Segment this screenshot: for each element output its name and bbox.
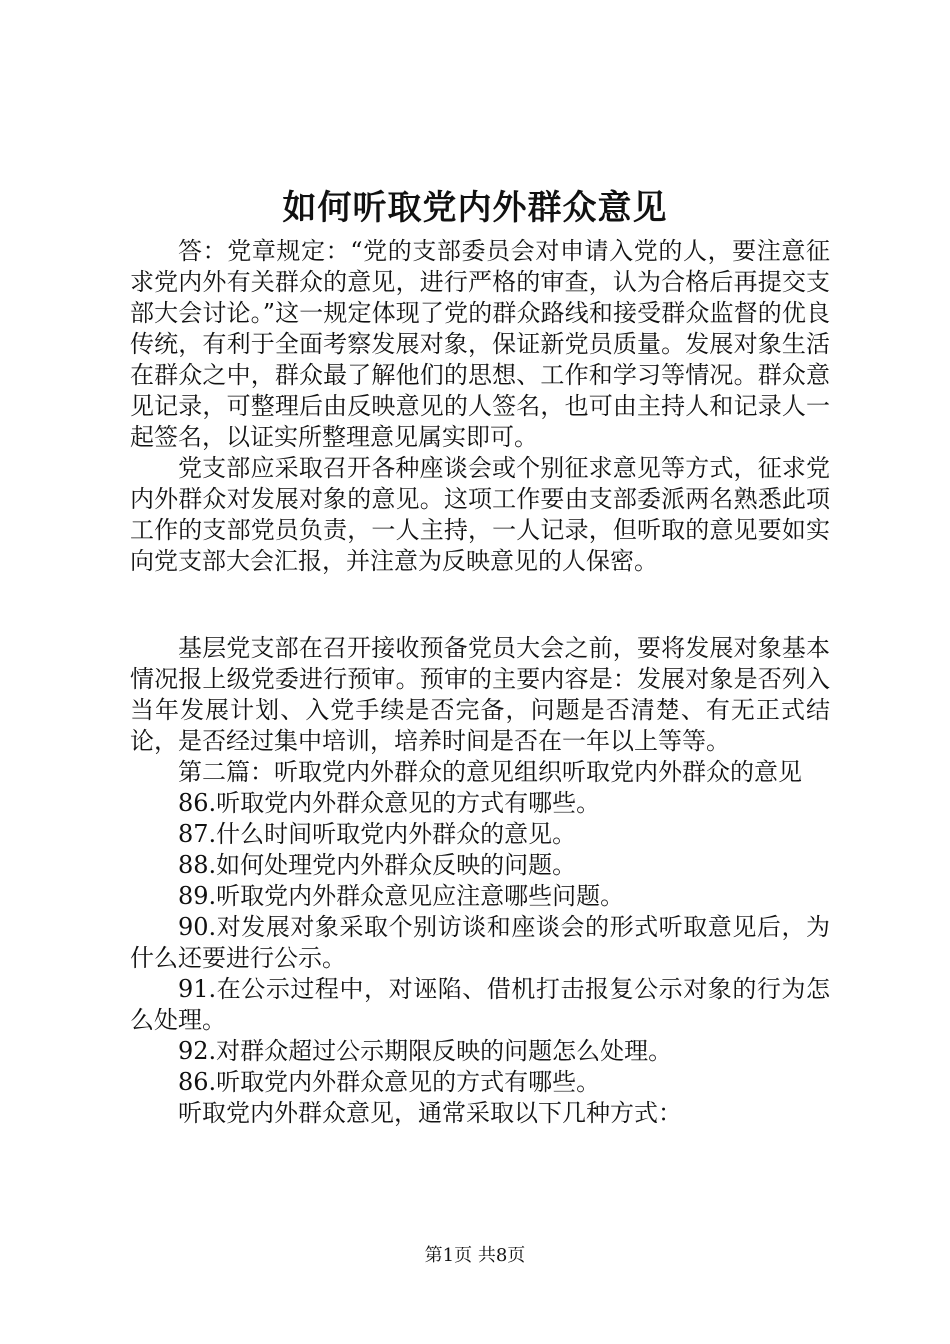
question-list	[130, 788, 830, 1129]
body-text-block-1	[130, 236, 830, 577]
list-item: 听取党内外群众意见，通常采取以下几种方式：	[178, 1099, 682, 1127]
paragraph-chapter-two: 第二篇：听取党内外群众的意见组织听取党内外群众的意见	[178, 758, 802, 786]
paragraph-method: 党支部应采取召开各种座谈会或个别征求意见等方式，征求党内外群众对发展对象的意见。这项工作要由支部委派两名熟悉此项工作的支部党员负责，一人主持，一人记录，但听取的意见要如实向党支部大会汇报，并注意为反映意见的人保密。	[130, 454, 830, 575]
paragraph-answer: 答：党章规定：“党的支部委员会对申请入党的人，要注意征求党内外有关群众的意见，进行严格的审查，认为合格后再提交支部大会讨论。”这一规定体现了党的群众路线和接受群众监督的优良传统，有利于全面考察发展对象，保证新党员质量。发展对象生活在群众之中，群众最了解他们的思想、工作和学习等情况。群众意见记录，可整理后由反映意见的人签名，也可由主持人和记录人一起签名，以证实所整理意见属实即可。	[130, 237, 830, 451]
paragraph-preview-review: 基层党支部在召开接收预备党员大会之前，要将发展对象基本情况报上级党委进行预审。预审的主要内容是：发展对象是否列入当年发展计划、入党手续是否完备，问题是否清楚、有无正式结论，是否经过集中培训，培养时间是否在一年以上等等。	[130, 634, 830, 755]
list-item: 87.什么时间听取党内外群众的意见。	[178, 820, 577, 848]
list-item: 86.听取党内外群众意见的方式有哪些。	[178, 1068, 601, 1096]
body-text-block-2	[130, 633, 830, 1129]
page-number-footer: 第1页 共8页	[424, 1245, 526, 1266]
list-item: 91.在公示过程中，对诬陷、借机打击报复公示对象的行为怎么处理。	[130, 975, 830, 1034]
list-item: 88.如何处理党内外群众反映的问题。	[178, 851, 577, 879]
list-item: 86.听取党内外群众意见的方式有哪些。	[178, 789, 601, 817]
list-item: 92.对群众超过公示期限反映的问题怎么处理。	[178, 1037, 673, 1065]
document-title: 如何听取党内外群众意见	[282, 188, 668, 228]
list-item: 89.听取党内外群众意见应注意哪些问题。	[178, 882, 625, 910]
list-item: 90.对发展对象采取个别访谈和座谈会的形式听取意见后，为什么还要进行公示。	[130, 913, 830, 972]
